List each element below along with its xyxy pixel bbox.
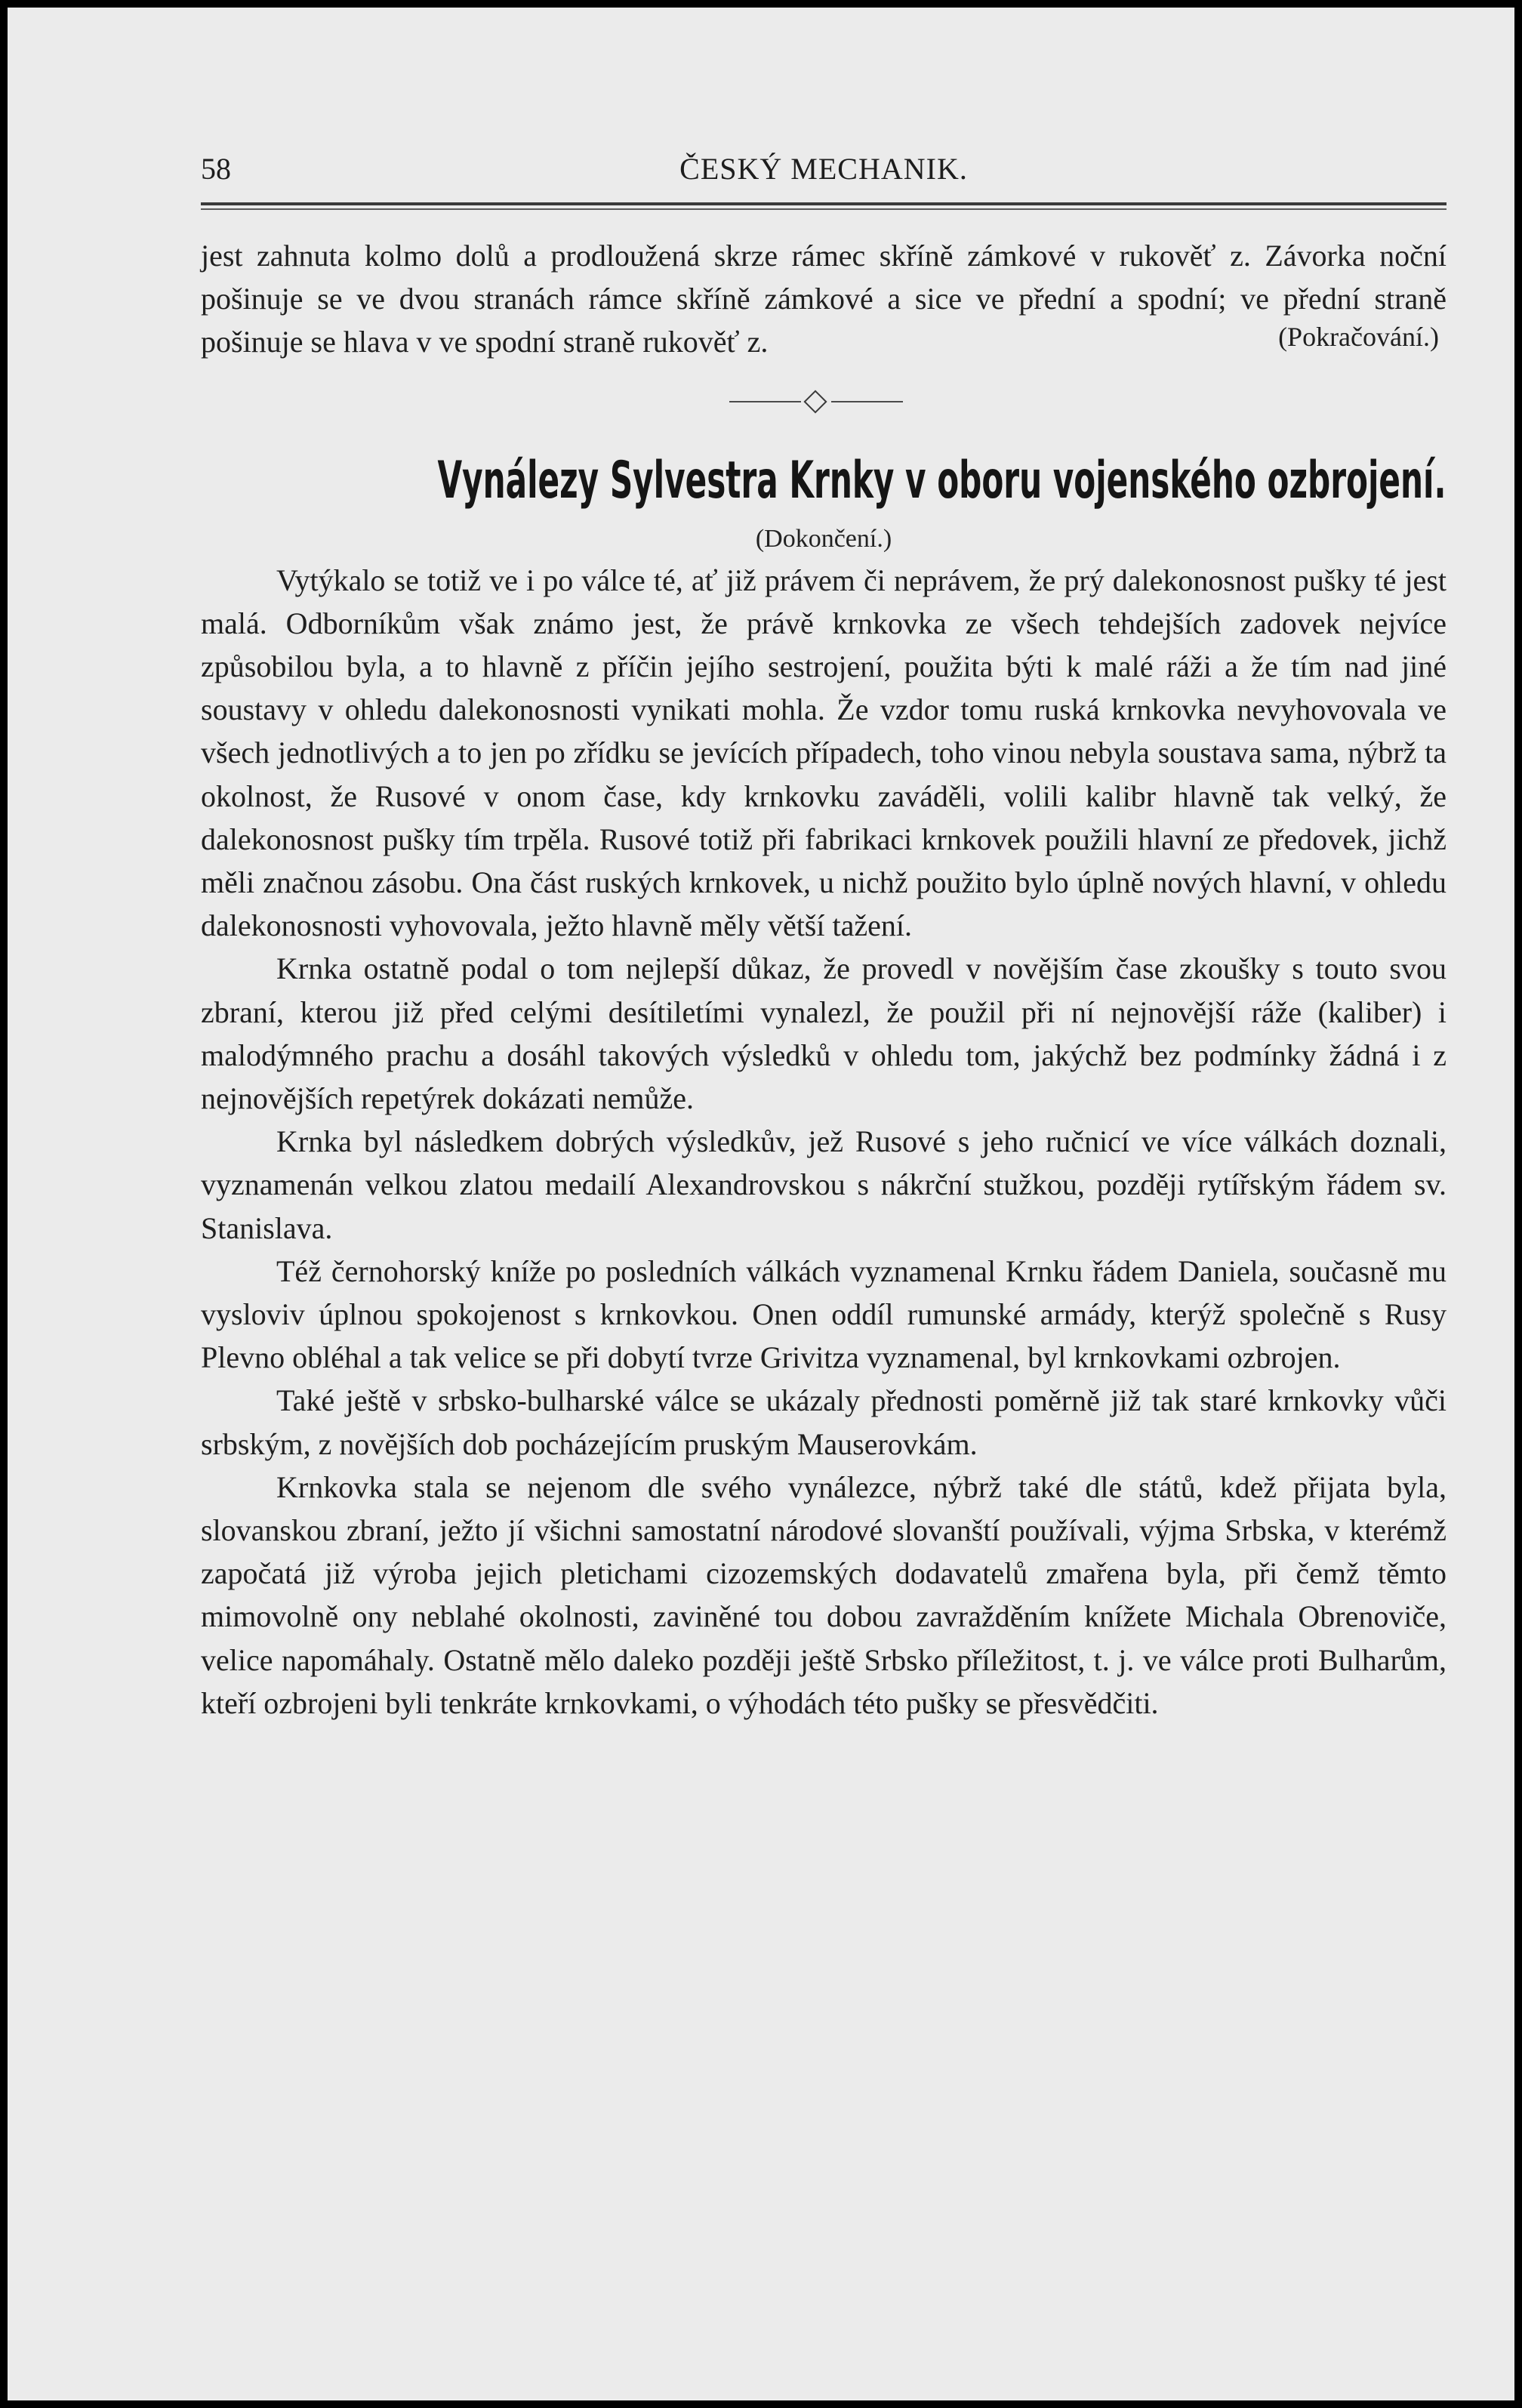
article-title: Vynálezy Sylvestra Krnky v oboru vojenského ozbrojení. (437, 450, 1447, 510)
article-paragraph-1: Vytýkalo se totiž ve i po válce té, ať již právem či neprávem, že prý dalekonosnost pušky té jest malá. Odborníkům však známo jest, že právě krnkovka ze všech tehdejších zadovek nejvíce způsobilou byla, a to hlavně z příčin jejího sestrojení, použita býti k malé ráži a že tím nad jiné soustavy v ohledu dalekonosnosti vynikati mohla. Že vzdor tomu ruská krnkovka nevyhovovala ve všech jednotlivých a to jen po zřídku se jevících případech, toho vinou nebyla soustava sama, nýbrž ta okolnost, že Rusové v onom čase, kdy krnkovku zaváděli, volili kalibr hlavně tak velký, že dalekonosnost pušky tím trpěla. Rusové totiž při fabrikaci krnkovek použili hlavní ze předovek, jichž měli značnou zásobu. Ona část ruských krnkovek, u nichž použito bylo úplně nových hlavní, v ohledu dalekonosnosti vyhovovala, ježto hlavně měly větší tažení. (201, 563, 1447, 943)
page-number: 58 (201, 152, 231, 186)
scanned-page (8, 8, 1514, 2400)
article-paragraph-3: Krnka byl následkem dobrých výsledkův, jež Rusové s jeho ručnicí ve více válkách doznali, vyznamenán velkou zlatou medailí Alexandrovskou s nákrční stužkou, později rytířským řádem sv. Stanislava. (201, 1124, 1447, 1245)
divider-line-left (729, 401, 801, 402)
divider-line-right (831, 401, 903, 402)
article-note: (Dokončení.) (755, 524, 892, 553)
page-header (201, 151, 1447, 196)
article-paragraph-4: Též černohorský kníže po posledních válkách vyznamenal Krnku řádem Daniela, současně mu vysloviv úplnou spokojenost s krnkovkou. Onen oddíl rumunské armády, kterýž společně s Rusy Plevno obléhal a tak velice se při dobytí tvrze Grivitza vyznamenal, byl krnkovkami ozbrojen. (201, 1253, 1447, 1375)
article-paragraph-6: Krnkovka stala se nejenom dle svého vynálezce, nýbrž také dle států, kdež přijata byla, slovanskou zbraní, ježto jí všichni samostatní národové slovanští používali, výjma Srbska, v kterémž započatá již výroba jejich pletichami cizozemských dodavatelů zmařena byla, při čemž těmto mimovolně ony neblahé okolnosti, zaviněné tou dobou zavražděním knížete Michala Obrenoviče, velice napomáhaly. Ostatně mělo daleko později ještě Srbsko příležitost, t. j. ve válce proti Bulharům, kteří ozbrojeni byli tenkráte krnkovkami, o výhodách této pušky se přesvědčiti. (201, 1469, 1447, 1720)
section-divider (201, 372, 1447, 432)
continued-note: (Pokračování.) (1278, 321, 1439, 352)
article-paragraph-2: Krnka ostatně podal o tom nejlepší důkaz, že provedl v novějším čase zkoušky s touto svou zbraní, kterou již před celými desítiletími vynalezl, že použil při ní nejnovější ráže (kaliber) i malodýmného prachu a dosáhl takových výsledků v ohledu tom, jakýchž bez podmínky žádná i z nejnovějších repetýrek dokázati nemůže. (201, 951, 1447, 1116)
header-rule-thin (201, 208, 1447, 210)
diamond-ornament-icon (803, 390, 827, 413)
page-content (201, 234, 1447, 1725)
article-paragraph-5: Také ještě v srbsko-bulharské válce se ukázaly přednosti poměrně již tak staré krnkovky vůči srbským, z novějších dob pocházejícím pruským Mauserovkám. (201, 1383, 1447, 1461)
header-rule-thick (201, 202, 1447, 205)
previous-article-paragraph: jest zahnuta kolmo dolů a prodloužená skrze rámec skříně zámkové v rukověť z. Závorka noční pošinuje se ve dvou stranách rámce skříně zámkové a sice ve přední a spodní; ve přední straně pošinuje se hlava v ve spodní straně rukověť z. (201, 239, 1447, 359)
running-title: ČESKÝ MECHANIK. (679, 152, 968, 186)
